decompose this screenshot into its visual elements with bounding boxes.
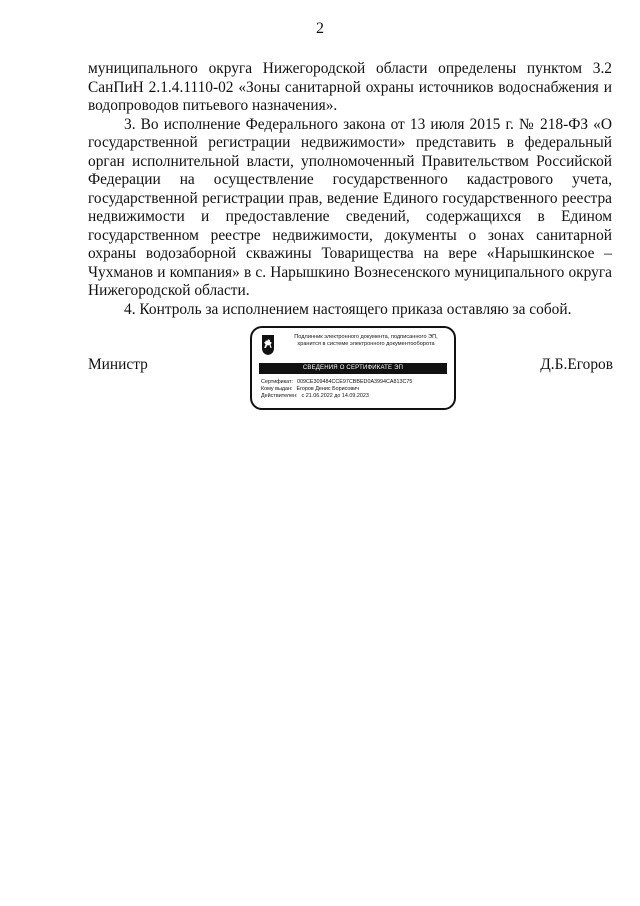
stamp-cert-label: Сертификат: xyxy=(261,379,294,385)
signatory-name: Д.Б.Егоров xyxy=(540,356,613,373)
stamp-owner-row xyxy=(261,386,451,393)
stamp-certificate-details xyxy=(261,379,451,400)
electronic-signature-stamp xyxy=(250,326,456,410)
page-number: 2 xyxy=(316,20,324,37)
stamp-cert-row xyxy=(261,379,451,386)
stamp-header-line-1: Подлинник электронного документа, подписанного ЭП, xyxy=(294,334,438,340)
stamp-valid-label: Действителен: xyxy=(261,393,298,399)
stamp-owner-label: Кому выдан: xyxy=(261,386,293,392)
document-body xyxy=(88,60,612,319)
stamp-title-bar: СВЕДЕНИЯ О СЕРТИФИКАТЕ ЭП xyxy=(259,363,447,374)
paragraph-item-3: 3. Во исполнение Федерального закона от 13 июля 2015 г. № 218-ФЗ «О государственной регистрации недвижимости» представить в федеральный орган исполнительной власти, уполномоченный Правительством Российской Федерации на осуществление государственного кадастрового учета, государственной регистрации прав, ведение Единого государственного реестра недвижимости и предоставление сведений, содержащихся в Едином государственном реестре недвижимости, документы о зонах санитарной охраны водозаборной скважины Товарищества на вере «Нарышкинское – Чухманов и компания» в с. Нарышкино Вознесенского муниципального округа Нижегородской области. xyxy=(88,115,612,299)
stamp-header xyxy=(280,334,452,348)
paragraph-item-4: 4. Контроль за исполнением настоящего приказа оставляю за собой. xyxy=(124,300,572,318)
stamp-header-line-2: хранится в системе электронного документооборота xyxy=(297,341,435,347)
stamp-valid-value: с 21.06.2022 до 14.09.2023 xyxy=(301,393,369,399)
paragraph-continuation: муниципального округа Нижегородской области определены пунктом 3.2 СанПиН 2.1.4.1110-02 «Зоны санитарной охраны источников водоснабжения и водопроводов питьевого назначения». xyxy=(88,60,612,114)
nizhny-novgorod-deer-emblem-icon xyxy=(261,334,275,356)
stamp-cert-value: 009CE309484CCE97CBBED0A3994CA813C75 xyxy=(297,379,413,385)
stamp-owner-value: Егоров Денис Борисович xyxy=(296,386,360,392)
signatory-position: Министр xyxy=(88,356,148,373)
stamp-valid-row xyxy=(261,393,451,400)
